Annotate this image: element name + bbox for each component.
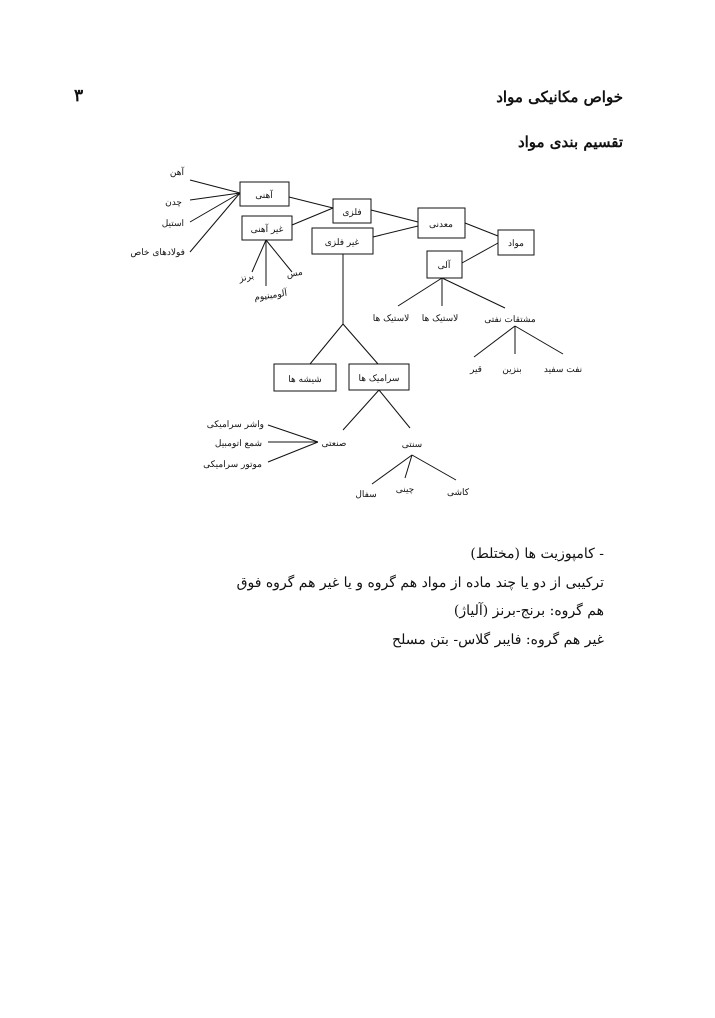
composites-definition: ترکیبی از دو یا چند ماده از مواد هم گروه و یا غیر هم گروه فوق [236,575,604,591]
nonferrous-item-bronze: برنز [238,271,255,285]
nonferrous-item-aluminum: آلومینیوم [253,288,288,304]
organic-item-rubber-2: لاستیک ها [421,314,459,324]
traditional-item-pottery: سفال [355,490,377,500]
traditional-item-tile: کاشی [446,488,470,498]
petroleum-item-kerosene: نفت سفید [543,365,583,375]
metallic-label: فلزی [342,208,362,218]
section-title: تقسیم بندی مواد [517,133,623,151]
organic-item-petroleum: مشتقات نفتی [484,315,536,325]
ferrous-item-cast-iron: چدن [165,198,182,208]
traditional-label: سنتی [401,440,423,450]
organic-label: آلی [437,261,451,271]
traditional-item-porcelain: چینی [395,485,415,495]
glass-label: شیشه ها [288,375,322,385]
ferrous-item-steel: استیل [161,219,184,229]
nonmetallic-label: غیر فلزی [324,238,360,248]
different-group-example: غیر هم گروه: فایبر گلاس- بتن مسلح [392,632,604,648]
nonferrous-item-copper: مس [285,267,304,281]
industrial-item-engine: موتور سرامیکی [203,460,262,470]
page-number: ۳ [74,86,84,106]
industrial-item-washer: واشر سرامیکی [206,420,264,430]
same-group-example: هم گروه: برنج-برنز (آلیاژ) [453,603,604,619]
petroleum-item-gasoline: بنزین [502,365,522,375]
root-label: مواد [508,239,524,249]
ferrous-item-special-steel: فولادهای خاص [130,248,185,258]
industrial-item-spark-plug: شمع اتومبیل [214,439,262,449]
petroleum-item-bitumen: قیر [470,365,482,375]
nonferrous-label: غیر آهنی [250,225,284,235]
industrial-label: صنعتی [321,439,347,449]
ceramics-label: سرامیک ها [358,374,400,384]
organic-item-rubber-1: لاستیک ها [372,314,410,324]
chapter-title: خواص مکانیکی مواد [496,88,623,106]
mineral-label: معدنی [429,220,453,230]
ferrous-label: آهنی [255,191,273,201]
composites-heading: - کامپوزیت ها (مختلط) [470,546,604,562]
ferrous-item-iron: آهن [169,168,184,178]
